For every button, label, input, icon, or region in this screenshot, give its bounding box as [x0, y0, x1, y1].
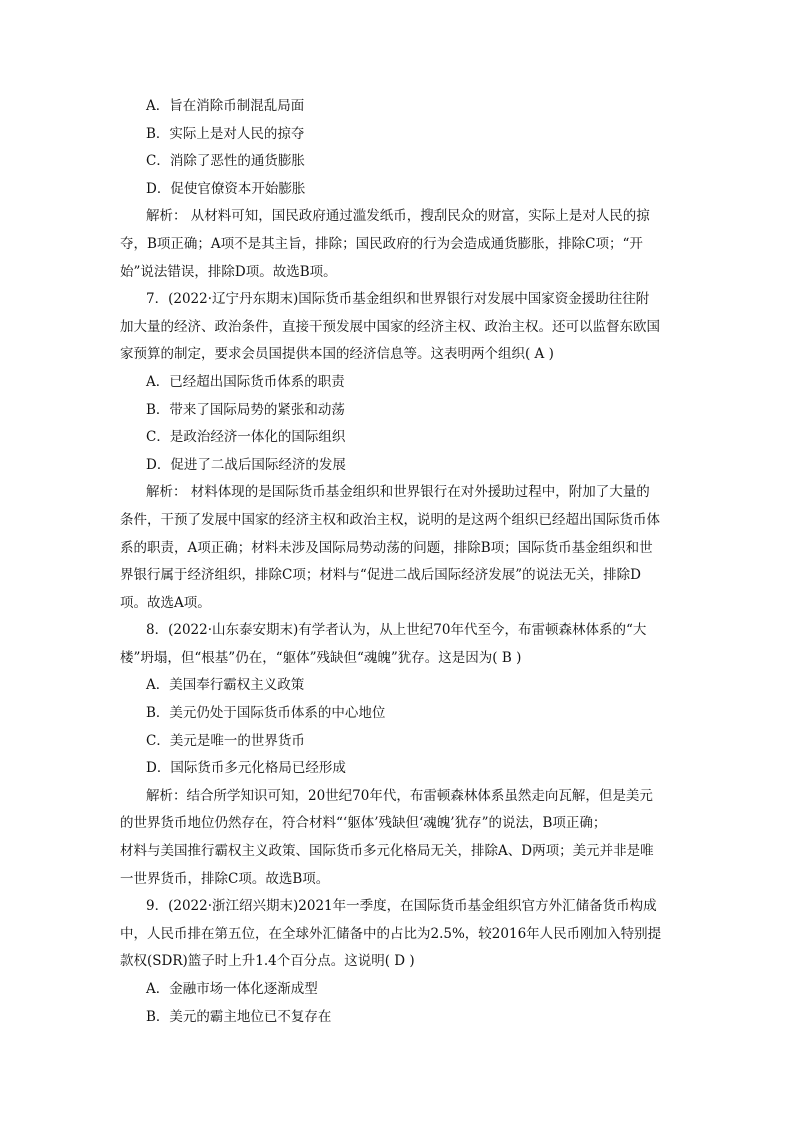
question-stem-line: 8．(2022·山东泰安期末)有学者认为，从上世纪70年代至今，布雷顿森林体系的“大 — [146, 622, 647, 639]
question-8 — [120, 617, 680, 893]
option-c: C．消除了恶性的通货膨胀 — [146, 153, 305, 170]
analysis-line: 系的职责，A项正确；材料未涉及国际局势动荡的问题，排除B项；国际货币基金组织和世 — [120, 539, 653, 556]
option-a: A．金融市场一体化逐渐成型 — [146, 981, 318, 997]
option-d: D．促进了二战后国际经济的发展 — [146, 456, 346, 473]
option-b: B．美元的霸主地位已不复存在 — [146, 1008, 332, 1025]
question-stem-line: 7．(2022·辽宁丹东期末)国际货币基金组织和世界银行对发展中国家资金援助往往附 — [146, 291, 650, 308]
option-d: D．国际货币多元化格局已经形成 — [146, 760, 346, 777]
analysis-line: 材料与美国推行霸权主义政策、国际货币多元化格局无关，排除A、D两项；美元并非是唯 — [120, 843, 654, 860]
analysis-line: 项。故选A项。 — [120, 594, 211, 611]
analysis-line: 解析： 材料体现的是国际货币基金组织和世界银行在对外援助过程中，附加了大量的 — [146, 484, 650, 501]
question-9 — [120, 893, 680, 1031]
analysis-line: 解析：结合所学知识可知，20世纪70年代，布雷顿森林体系虽然走向瓦解，但是美元 — [146, 787, 653, 804]
option-a: A．美国奉行霸权主义政策 — [146, 677, 305, 694]
option-a: A．已经超出国际货币体系的职责 — [146, 373, 345, 390]
question-stem-line: 款权(SDR)篮子时上升1.4个百分点。这说明( D ) — [120, 953, 415, 970]
document-page — [120, 93, 680, 1031]
question-stem-line: 加大量的经济、政治条件，直接干预发展中国家的经济主权、政治主权。还可以监督东欧国 — [120, 318, 660, 335]
analysis-line: 夺，B项正确；A项不是其主旨，排除；国民政府的行为会造成通货膨胀，排除C项；“开 — [120, 235, 643, 252]
analysis-line: 一世界货币，排除C项。故选B项。 — [120, 870, 330, 887]
question-6-analysis — [120, 203, 680, 286]
option-b: B．带来了国际局势的紧张和动荡 — [146, 401, 345, 418]
option-c: C．美元是唯一的世界货币 — [146, 732, 305, 749]
option-c: C．是政治经济一体化的国际组织 — [146, 429, 346, 446]
analysis-line: 条件，干预了发展中国家的经济主权和政治主权，说明的是这两个组织已经超出国际货币体 — [120, 511, 660, 528]
question-stem-line: 中，人民币排在第五位，在全球外汇储备中的占比为2.5%，较2016年人民币刚加入特别提 — [120, 925, 662, 942]
option-b: B．实际上是对人民的掠夺 — [146, 125, 305, 142]
question-7 — [120, 286, 680, 617]
question-stem-line: 楼”坍塌，但“根基”仍在，“躯体”残缺但“魂魄”犹存。这是因为( B ) — [120, 649, 522, 666]
analysis-line: 解析： 从材料可知，国民政府通过滥发纸币，搜刮民众的财富，实际上是对人民的掠 — [146, 208, 650, 225]
option-d: D．促使官僚资本开始膨胀 — [146, 180, 306, 197]
question-6-options — [120, 93, 680, 203]
question-stem-line: 家预算的制定，要求会员国提供本国的经济信息等。这表明两个组织( A ) — [120, 346, 554, 363]
analysis-line: 始”说法错误，排除D项。故选B项。 — [120, 263, 337, 280]
question-stem-line: 9．(2022·浙江绍兴期末)2021年一季度，在国际货币基金组织官方外汇储备货币构成 — [146, 898, 657, 915]
analysis-line: 的世界货币地位仍然存在，符合材料“‘躯体’残缺但‘魂魄’犹存”的说法，B项正确； — [120, 815, 607, 832]
option-b: B．美元仍处于国际货币体系的中心地位 — [146, 705, 386, 722]
option-a: A．旨在消除币制混乱局面 — [146, 98, 305, 114]
analysis-line: 界银行属于经济组织，排除C项；材料与“促进二战后国际经济发展”的说法无关，排除D — [120, 567, 641, 584]
